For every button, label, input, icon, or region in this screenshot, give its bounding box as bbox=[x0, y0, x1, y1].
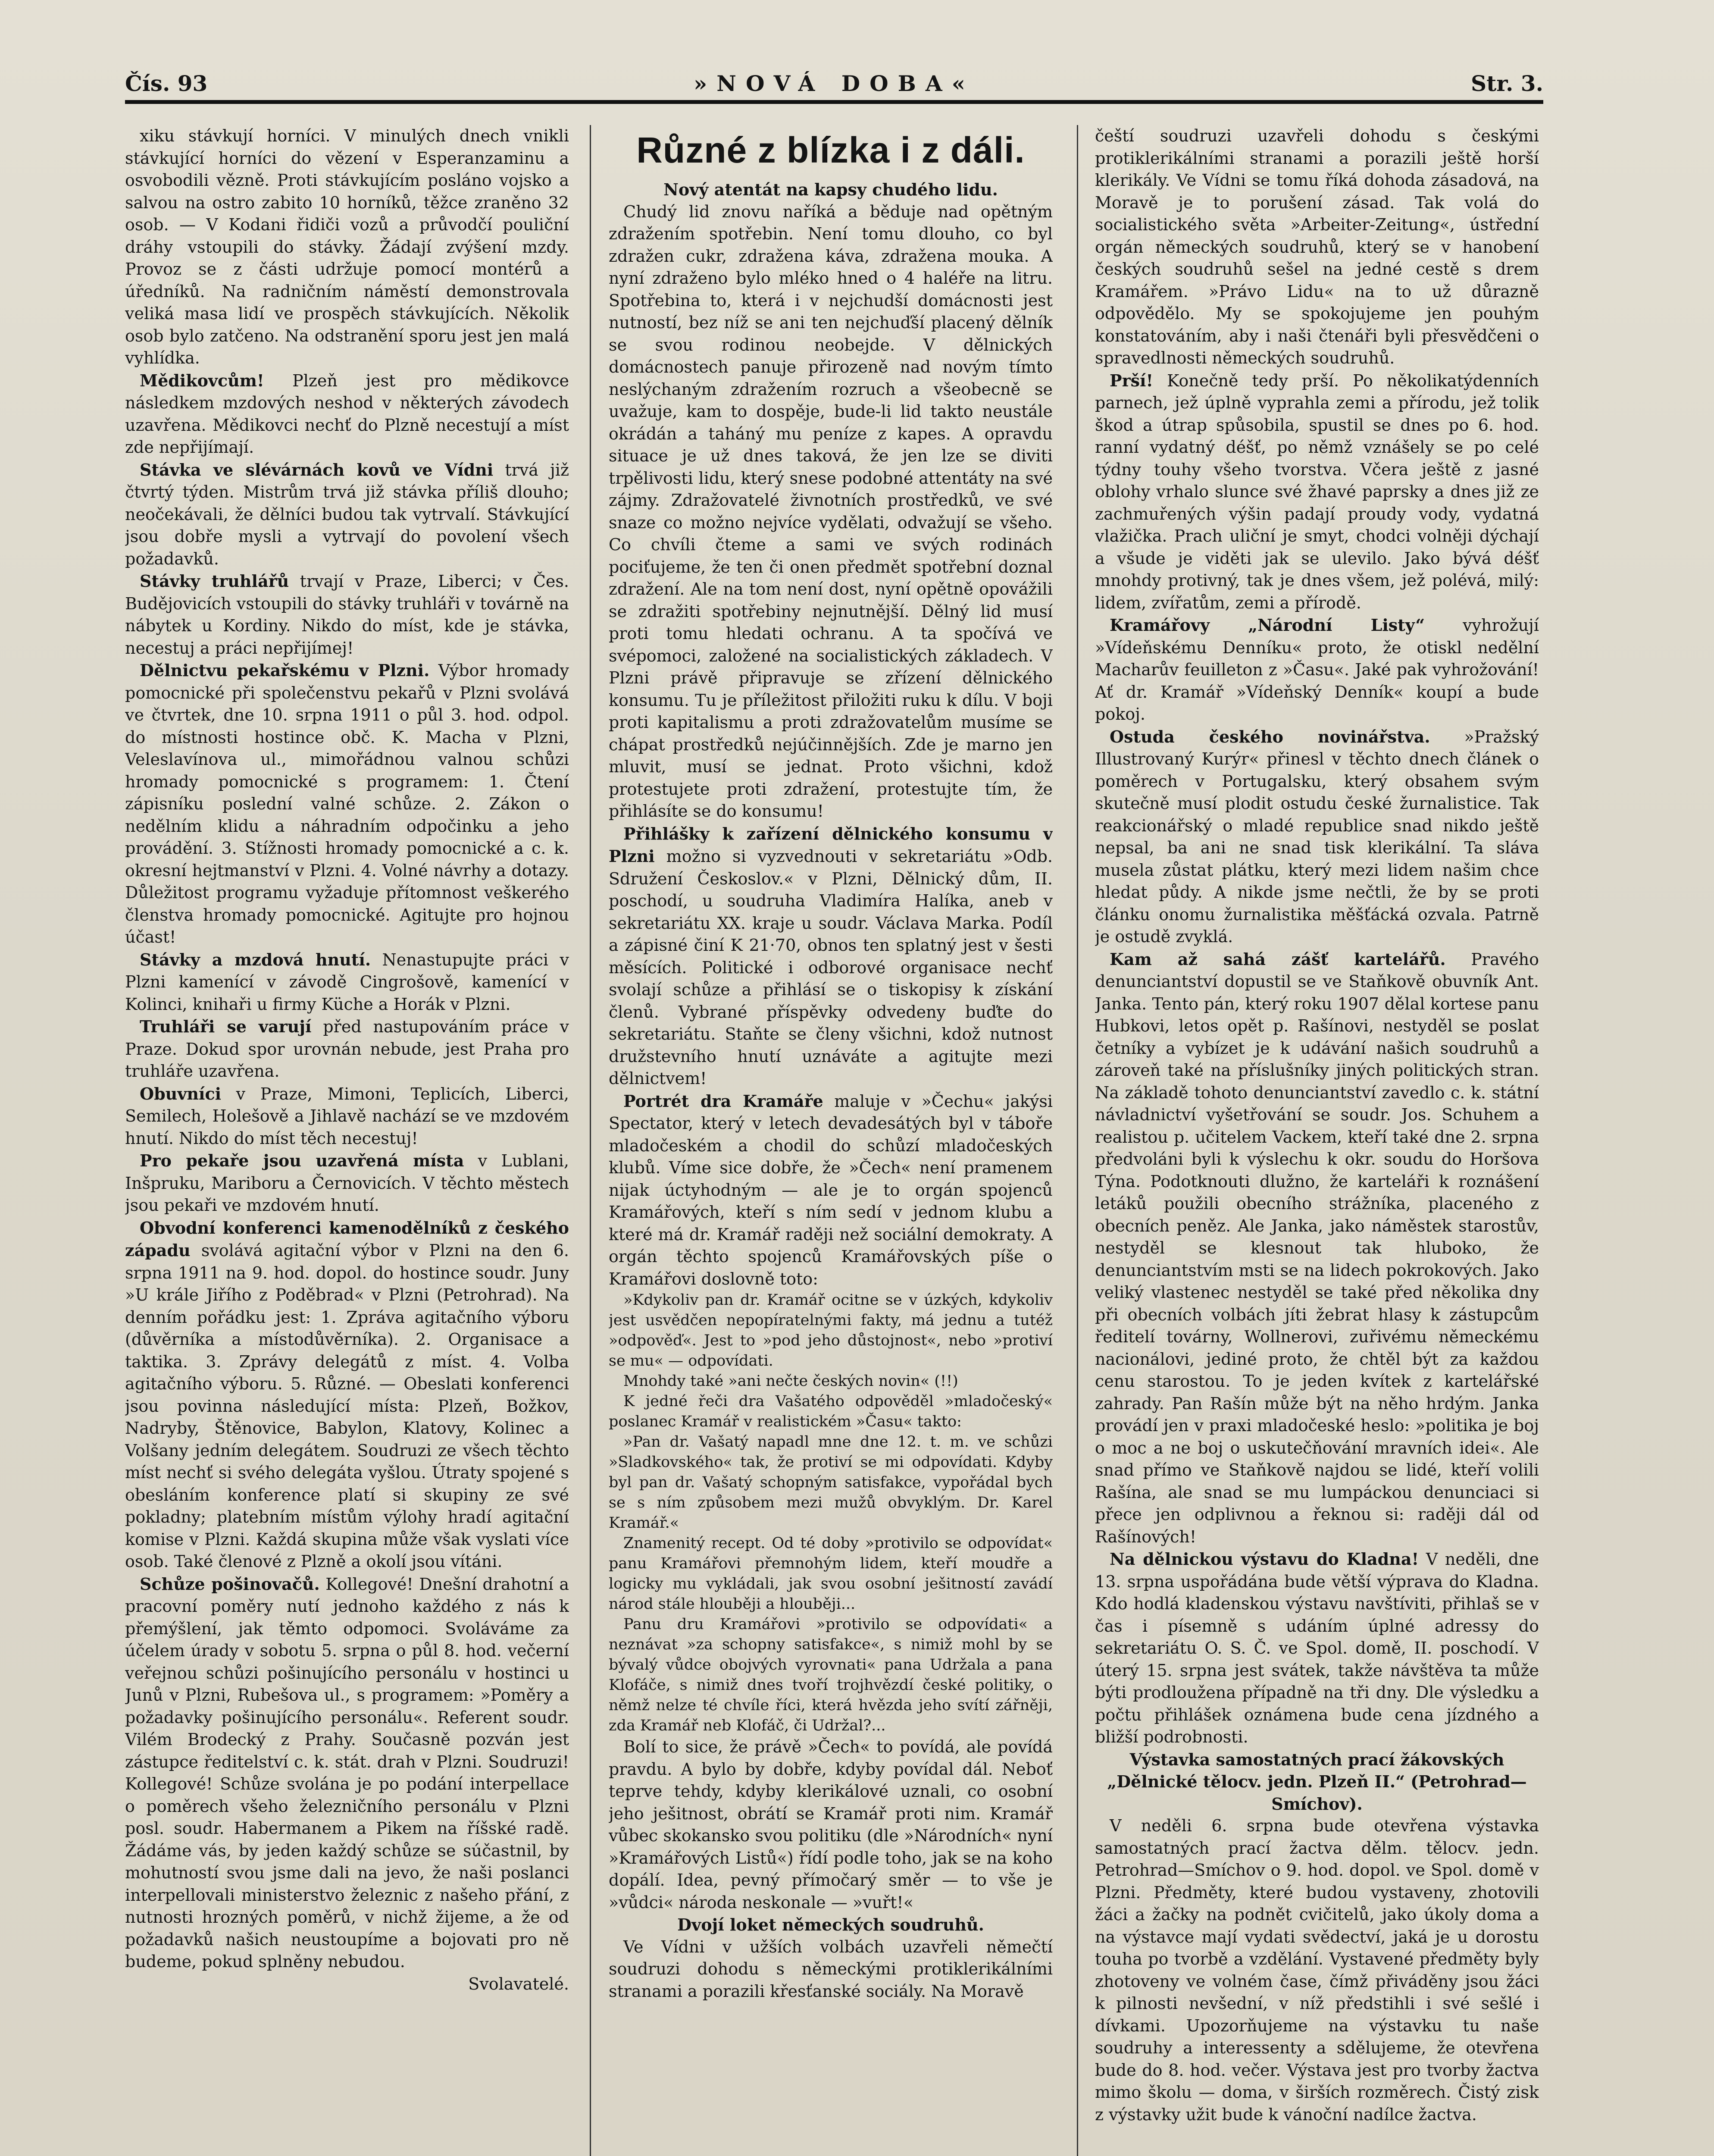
article-heading: Obuvníci bbox=[140, 1084, 222, 1103]
article-text: trvá již čtvrtý týden. Mistrům trvá již stávka příliš dlouho; neočekávali, že dělníci budou tak vytrvalí. Stávkující jsou dobře mysli a vytrvají do povolení všech požadavků. bbox=[125, 460, 569, 568]
article-paragraph: Chudý lid znovu naříká a běduje nad opětným zdražením spotřebin. Není tomu dlouho, co byl zdražen cukr, zdražena káva, zdražena mouka. A nyní zdraženo bylo mléko hned o 4 haléře na litru. Spotřebina to, která i v nejchudší domácnosti jest nutností, bez níž se ani ten nejchuďší placený dělník se svou rodinou neobejde. V dělnických domácnostech panuje přirozeně nad novým tímto neslýchaným zdražením rozruch a všeobecně se uvažuje, kam to dospěje, bude-li lid takto neustále okrádán a taháný mu peníze z kapes. A opravdu situace je už dnes taková, že jen lze se diviti trpělivosti lidu, který snese podobné attentáty na své zájmy. Zdražovatelé živnotních prostředků, ve své snaze co možno nejvíce vydělati, odvažují se všeho. Co chvíli čteme a sami ve svých rodinách pociťujeme, že ten či onen předmět spotřební doznal zdražení. Ale na tom není dost, nyní opětně opovážili se zdražiti spotřebiny nejnutnější. Dělný lid musí proti tomu hledati ochranu. A ta spočívá ve svépomoci, založené na socialistických základech. V Plzni právě připravuje se zřízení dělnického konsumu. Tu je příležitost přiložiti ruku k dílu. V boji proti kapitalismu a proti zdražovatelům musíme se chápat prostředků nejúčinnějších. Zde je marno jen mluvit, musí se jednat. Proto všichni, kdož protestujete proti zdražení, protestujte tím, že přihlásíte se do konsumu! bbox=[609, 202, 1053, 821]
quoted-text: »Kdykoliv pan dr. Kramář ocitne se v úzkých, kdykoliv jest usvědčen nepopíratelnými fakty, má jednu a tutéž »odpověď«. Jest to »pod jeho důstojnost«, nebo »protiví se mu« — odpovídati. bbox=[609, 1291, 1053, 1369]
quoted-text: K jedné řeči dra Vašatého odpověděl »mladočeský« poslanec Kramář v realistickém »Času« takto: bbox=[609, 1393, 1053, 1430]
article-text: možno si vyzvednouti v sekretariátu »Odb. Sdružení Českoslov.« v Plzni, Dělnický dům, II. poschodí, u soudruha Vladimíra Halíka, aneb v sekretariátu XX. kraje u soudr. Václava Marka. Podíl a zápisné činí K 21·70, obnos ten splatný jest v šesti měsících. Politické i odborové organisace nechť svolají schůze a přihlásí se o tiskopisy k získání členů. Vybrané příspěvky odvedeny buďte do sekretariátu. Staňte se členy všichni, kdož nutnost družstevního hnutí uznáváte a agitujte mezi dělnictvem! bbox=[609, 847, 1053, 1088]
article-heading: Kramářovy „Národní Listy“ bbox=[1110, 615, 1425, 635]
quoted-text: Znamenitý recept. Od té doby »protivilo se odpovídat« panu Kramářovi přemnohým lidem, kteří moudře a logicky mu vykládali, jak svou osobní ješitností zavádí národ stále hlouběji a hlouběji... bbox=[609, 1535, 1053, 1613]
article-text: v Praze, Mimoni, Teplicích, Liberci, Semilech, Holešově a Jihlavě nachází se ve mzdovém hnutí. Nikdo do míst těch necestuj! bbox=[125, 1084, 569, 1148]
article-paragraph bbox=[1095, 614, 1539, 726]
article-paragraph bbox=[125, 659, 569, 949]
article-paragraph bbox=[1095, 726, 1539, 948]
article-text: vyhrožují »Vídeňskému Denníku« proto, že otiskl nedělní Macharův feuilleton z »Času«. Jaké pak vyhrožování! Ať dr. Kramář »Vídeňský Denník« koupí a bude pokoj. bbox=[1095, 616, 1539, 724]
quoted-text: »Pan dr. Vašatý napadl mne dne 12. t. m. ve schůzi »Sladkovského« tak, že protiví se mi odpovídati. Kdyby byl pan dr. Vašatý schopným satisfakce, vypořádal bych se s ním způsobem mezi mužů obvyklým. Dr. Karel Kramář.« bbox=[609, 1433, 1053, 1532]
column-2 bbox=[609, 125, 1053, 2156]
article-text: Nenastupujte práci v Plzni kamenící v závodě Cingrošově, kamenící v Kolinci, knihaři u firmy Küche a Horák v Plzni. bbox=[125, 950, 569, 1014]
issue-number: Čís. 93 bbox=[125, 71, 208, 96]
article-heading: Truhláři se varují bbox=[140, 1017, 312, 1036]
article-text: svolává agitační výbor v Plzni na den 6. srpna 1911 na 9. hod. dopol. do hostince soudr. Juny »U krále Jiřího z Poděbrad« v Plzni (Petrohrad). Na denním pořádku jest: 1. Zpráva agitačního výboru (důvěrníka a místodůvěrníka). 2. Organisace a taktika. 3. Zprávy delegátů z míst. 4. Volba agitačního výboru. 5. Různé. — Obeslati konferenci jsou povinna následující místa: Plzeň, Božkov, Nadryby, Štěnovice, Babylon, Klatovy, Kolinec a Volšany jedním delegátem. Soudruzi ze všech těchto míst nechť si svého delegáta vyšlou. Útraty spojené s obesláním konference platí si skupiny ze své pokladny; platebním místům výlohy hradí agitační komise v Plzni. Každá skupina může však vyslati více osob. Také členové z Plzně a okolí jsou vítáni. bbox=[125, 1241, 569, 1571]
article-text: před nastupováním práce v Praze. Dokud spor urovnán nebude, jest Praha pro truhláře uzavřena. bbox=[125, 1017, 569, 1081]
article-paragraph bbox=[609, 1090, 1053, 1291]
article-heading: Portrét dra Kramáře bbox=[623, 1091, 823, 1111]
article-paragraph: čeští soudruzi uzavřeli dohodu s českými protiklerikálními stranami a porazili ještě horší klerikály. Ve Vídni se tomu říká dohoda zásadová, na Moravě je to porušení zásad. Tak volá do socialistického světa »Arbeiter-Zeitung«, ústřední orgán německých soudruhů, který se v hanobení českých soudruhů sešel na jedné cestě s drem Kramářem. »Právo Lidu« na to už důrazně odpovědělo. My se spokojujeme jen pouhým konstatováním, aby i naši čtenáři byli přesvědčeni o spravedlnosti německých soudruhů. bbox=[1095, 126, 1539, 367]
column-3 bbox=[1095, 125, 1539, 2156]
page-header bbox=[125, 65, 1543, 103]
article-heading: Prší! bbox=[1110, 370, 1154, 390]
article-text: v Lublani, Inšpruku, Mariboru a Černovicích. V těchto městech jsou pekaři ve mzdovém hnutí. bbox=[125, 1151, 569, 1215]
article-heading: Ostuda českého novinářstva. bbox=[1110, 727, 1430, 746]
article-heading: Dělnictvu pekařskému v Plzni. bbox=[140, 661, 430, 680]
article-heading: Dvojí loket německých soudruhů. bbox=[677, 1915, 984, 1934]
article-text: V neděli, dne 13. srpna uspořádána bude větší výprava do Kladna. Kdo hodlá kladenskou výstavu navštíviti, přihlaš se v čas i písemně s udáním úplné adressy do sekretariátu O. S. Č. ve Spol. domě, II. poschodí. V úterý 15. srpna jest svátek, takže návštěva ta může býti prodloužena případně na tři dny. Dle výsledku a počtu přihlášek oznámena bude cena jízdného a bližší podrobnosti. bbox=[1095, 1550, 1539, 1746]
article-paragraph: Bolí to sice, že právě »Čech« to povídá, ale povídá pravdu. A bylo by dobře, kdyby povídal dál. Neboť teprve tehdy, kdyby klerikálové uznali, co osobní jeho ješitnost, obrátí se Kramář proti nim. Kramář vůbec skokansko svou politiku (dle »Národních« nyní »Kramářových Listů«) řídí podle toho, jak se na koho dopálí. Idea, pevný přímočarý směr — to vše je »vůdci« národa neskonale — »vuřt!« bbox=[609, 1737, 1053, 1912]
article-heading: Schůze pošinovačů. bbox=[140, 1574, 320, 1594]
article-heading: Stávky a mzdová hnutí. bbox=[140, 950, 371, 969]
article-heading: Mědikovcům! bbox=[140, 370, 264, 390]
article-text: trvají v Praze, Liberci; v Čes. Budějovicích vstoupili do stávky truhláři v továrně na nábytek u Kordiny. Nikdo do míst, kde je stávka, necestuj a práci nepřijímej! bbox=[125, 572, 569, 658]
article-text: Konečně tedy prší. Po několikatýdenních parnech, jež úplně vyprahla zemi a přírodu, jež tolik škod a útrap spůsobila, spustil se dnes po 6. hod. ranní vydatný déšť, po němž vznášely se po celé týdny touhy všeho tvorstva. Včera ještě z jasné oblohy vrhalo slunce své žhavé paprsky a dnes již ze zachmuřených výšin padají proudy vody, vydatná vlažička. Prach uliční je smyt, chodci volněji dýchají a všude je viděti jak se ulevilo. Jako bývá déšť mnohdy protivný, tak je dnes všem, jež polévá, milý: lidem, zvířatům, zemi a přírodě. bbox=[1095, 371, 1539, 612]
article-heading: Stávka ve slévárnách kovů ve Vídni bbox=[140, 460, 494, 479]
article-heading: Nový atentát na kapsy chudého lidu. bbox=[663, 180, 998, 199]
article-heading: Obvodní konferenci kamenodělníků z českého západu bbox=[125, 1218, 569, 1260]
article-heading: Kam až sahá zášť kartelářů. bbox=[1110, 949, 1446, 969]
header-rule bbox=[125, 100, 1543, 104]
column-divider bbox=[590, 125, 591, 2156]
quoted-text: Mnohdy také »ani nečte českých novin« (!!) bbox=[623, 1373, 958, 1390]
article-paragraph bbox=[1095, 948, 1539, 1548]
article-paragraph: Ve Vídni v užších volbách uzavřeli němečtí soudruzi dohodu s německými protiklerikálními stranami a porazili křesťanské sociály. Na Moravě bbox=[609, 1937, 1053, 2001]
article-heading: Pro pekaře jsou uzavřená místa bbox=[140, 1151, 464, 1170]
article-paragraph bbox=[1095, 370, 1539, 614]
section-title: Různé z blízka i z dáli. bbox=[636, 130, 1025, 170]
article-paragraph bbox=[125, 1150, 569, 1217]
page-number: Str. 3. bbox=[1471, 71, 1543, 96]
article-heading: Výstavka samostatných prací žákovských „Dělnické tělocv. jedn. Plzeň II.“ (Petrohrad—Smíchov). bbox=[1107, 1749, 1527, 1814]
article-paragraph bbox=[125, 370, 569, 459]
column-divider bbox=[1077, 125, 1078, 2156]
article-paragraph bbox=[125, 1083, 569, 1150]
article-paragraph bbox=[125, 459, 569, 570]
article-text: Výbor hromady pomocnické při společenstvu pekařů v Plzni svolává ve čtvrtek, dne 10. srpna 1911 o půl 3. hod. odpol. do místnosti hostince obč. K. Macha v Plzni, Veleslavínova ul., mimořádnou valnou schůzi hromady pomocnické s programem: 1. Čtení zápisníku poslední valné schůze. 2. Zákon o nedělním klidu a náhradním odpočinku a jeho provádění. 3. Stížnosti hromady pomocnické a c. k. okresní hejtmanství v Plzni. 4. Volné návrhy a dotazy. Důležitost programu vyžaduje přítomnost veškerého členstva hromady pomocnické. Agitujte pro hojnou účast! bbox=[125, 661, 569, 946]
article-heading: Stávky truhlářů bbox=[140, 571, 289, 591]
article-paragraph: xiku stávkují horníci. V minulých dnech vnikli stávkující horníci do vězení v Esperanzaminu a osvobodili vězně. Proti stávkujícím posláno vojsko a salvou na ostro zabito 10 horníků, těžce zraněno 32 osob. — V Kodani řidiči vozů a průvodčí pouliční dráhy vstoupili do stávky. Žádají zvýšení mzdy. Provoz se z části udržuje pomocí montérů a úředníků. Na radničním náměstí demonstrovala veliká masa lidí ve prospěch stávkujících. Několik osob bylo zatčeno. Na odstranění sporu jest jen malá vyhlídka. bbox=[125, 126, 569, 367]
article-paragraph bbox=[1095, 1548, 1539, 1749]
article-text: Pravého denunciantství dopustil se ve Staňkově obuvník Ant. Janka. Tento pán, který roku 1907 dělal kortese panu Hubkovi, letos opět p. Rašínovi, nestyděl se poslat četníky a vybízet je k udávání našich soudruhů a zároveň také na příslušníky jiných politických stran. Na základě tohoto denunciantství zavedlo c. k. státní návladnictví vyšetřování se soudr. Jos. Schuhem a realistou p. učitelem Vackem, kteří také dne 2. srpna předvoláni byli k výslechu k okr. soudu do Horšova Týna. Podotknouti dlužno, že karteláři k roznášení letáků použili obecního strážníka, placeného z obecních peněz. Ale Janka, jako náměstek starostův, nestyděl se klesnout tak hluboko, že denunciantstvím msti se na lidech pokrokových. Jako veliký vlastenec nestyděl se také před několika dny při obecních volbách jíti žebrat hlasy k zástupcům ředitelí továrny, Wollnerovi, zuřivému německému nacionálovi, jediné proto, že chtěl být za každou cenu starostou. To je jeden kvítek z kartelářské zahrady. Pan Rašín může být na něho hrdým. Janka provádí jen v praxi mladočeské heslo: »politika je boj o moc a ne boj o uskutečňování mravních idei«. Ale snad přímo ve Staňkově najdou se lidé, kteří volili Rašína, ale snad se mu lumpáckou denunciaci si přece jen odplivnou a řeknou si: raději dál od Rašínových! bbox=[1095, 950, 1539, 1546]
article-text: »Pražský Illustrovaný Kurýr« přinesl v těchto dnech článek o poměrech v Portugalsku, který obsahem svým skutečně musí plodit ostudu české žurnalistice. Tak reakcionářský o mladé republice snad nikdo ještě nepsal, ba ani ne snad tisk klerikální. Ta sláva musela zůstat plátku, který mezi lidem našim chce hledat půdy. A nikde jsme nečtli, že by se proti článku onomu žurnalistika měšťácká ozvala. Patrně je ostudě zvyklá. bbox=[1095, 727, 1539, 946]
quoted-text: Panu dru Kramářovi »protivilo se odpovídati« a neznávat »za schopny satisfakce«, s nimiž mohl by se bývalý vůdce obojvých vyrovnati« pana Udržala a pana Klofáče, s nimiž dnes tvoří trojhvězdí české politiky, o němž nelze té chvíle říci, která hvězda jeho svítí zářněji, zda Kramář neb Klofáč, či Udržal?... bbox=[609, 1616, 1053, 1734]
article-text: maluje v »Čechu« jakýsi Spectator, který v letech devadesátých byl v táboře mladočeském a chodil do schůzí mladočeských klubů. Víme sice dobře, že »Čech« není pramenem nijak úctyhodným — ale je to orgán spojenců Kramářových, kteří s ním sedí v jednom klubu a které má dr. Kramář raději než sociální demokraty. A orgán těchto spojenců Kramářovských píše o Kramářovi doslovně toto: bbox=[609, 1091, 1053, 1288]
masthead-title: »NOVÁ DOBA« bbox=[694, 71, 975, 96]
article-paragraph bbox=[609, 823, 1053, 1090]
article-paragraph bbox=[125, 1217, 569, 1573]
article-text: Kollegové! Dnešní drahotní a pracovní poměry nutí jednoho každého z nás k přemýšlení, jak těmto odpomoci. Svoláváme za účelem úrady v sobotu 5. srpna o půl 8. hod. večerní veřejnou schůzi pošinujícího personálu v hostinci u Junů v Plzni, Rubešova ul., s programem: »Poměry a požadavky pošinujícího personálu«. Referent soudr. Vilém Brodecký z Prahy. Současně pozván jest zástupce ředitelství c. k. stát. drah v Plzni. Soudruzi! Kollegové! Schůze svolána je po podání interpellace o poměrech všeho železničního personálu v Plzni posl. soudr. Habermanem a Pikem na říšské radě. Žádáme vás, by jeden každý schůze se súčastnil, by mohutností svou jsme dali na jevo, že naši poslanci interpellovali ministerstvo železnic z našeho přání, z nutnosti hrozných poměrů, v nichž žijeme, a že od požadavků našich neustoupíme a bojovati pro ně budeme, pokud splněny nebudou. bbox=[125, 1574, 569, 1971]
article-paragraph bbox=[125, 1573, 569, 1973]
article-paragraph bbox=[125, 949, 569, 1016]
column-1 bbox=[125, 125, 569, 2156]
article-paragraph bbox=[125, 1015, 569, 1083]
article-paragraph: V neděli 6. srpna bude otevřena výstavka samostatných prací žactva dělm. tělocv. jedn. Petrohrad—Smíchov o 9. hod. dopol. ve Spol. domě v Plzni. Předměty, které budou vystaveny, zhotovili žáci a žačky na podnět cvičitelů, jako úkoly doma a na výstavce mají vydati svědectví, jaká je u dorostu touha po tvorbě a vzdělání. Vystavené předměty byly zhotoveny ve volném čase, čímž přiváděny jsou žáci k pilnosti nevšední, v níž předstihli i své sešlé i dívkami. Upozorňujeme na výstavku tu naše soudruhy a interessenty a sdělujeme, že otevřena bude do 8. hod. večer. Výstava jest pro tvorby žactva mimo školu — doma, v širších rozměrech. Čistý zisk z výstavky užit bude k vánoční nadílce žactva. bbox=[1095, 1816, 1539, 2124]
article-heading: Přihlášky k zařízení dělnického konsumu v Plzni bbox=[609, 824, 1053, 866]
article-heading: Na dělnickou výstavu do Kladna! bbox=[1110, 1549, 1419, 1569]
article-text: Plzeň jest pro mědikovce následkem mzdových neshod v některých závodech uzavřena. Mědikovci nechť do Plzně necestují a míst zde nepřijímají. bbox=[125, 371, 569, 457]
signature: Svolavatelé. bbox=[468, 1974, 569, 1993]
article-paragraph bbox=[125, 570, 569, 659]
